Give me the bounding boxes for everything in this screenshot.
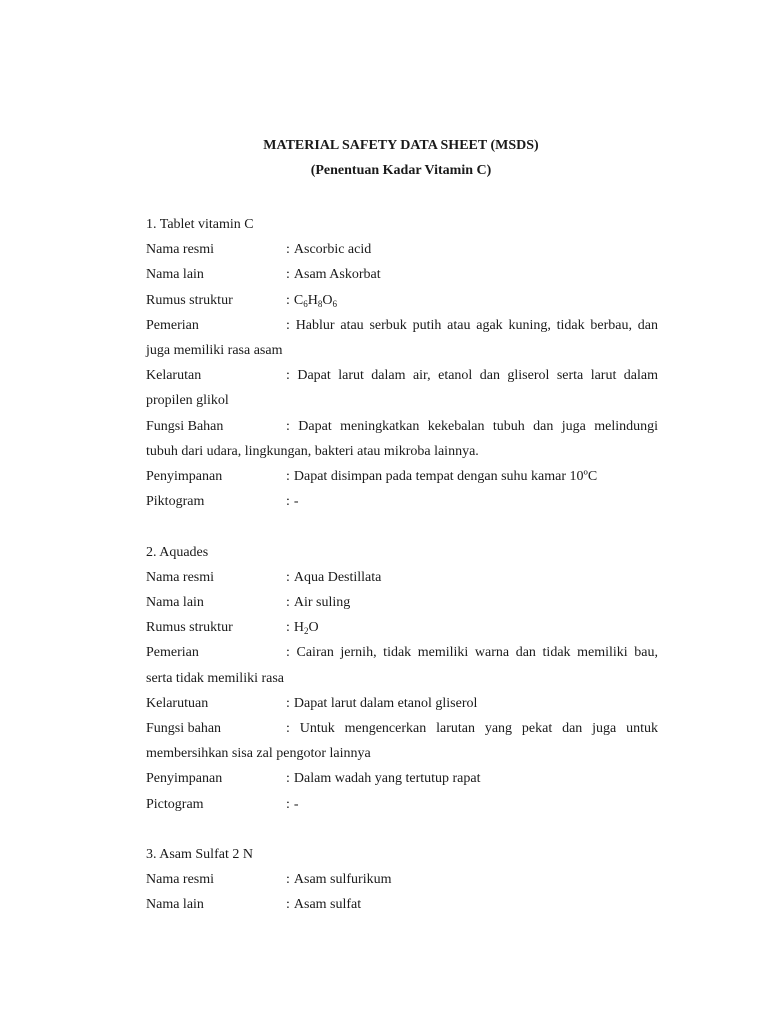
chemical-formula: $H_2O$ (293, 620, 319, 637)
field-value: Dalam wadah yang tertutup rapat (293, 771, 481, 787)
field-label: Kelarutan (146, 368, 202, 384)
section-heading: 2. Aquades (146, 544, 209, 560)
field-label: Rumus struktur (146, 620, 233, 636)
field-label: Pemerian (146, 645, 199, 661)
field-value: Asam sulfurikum (293, 872, 392, 888)
section-heading: 1. Tablet vitamin C (146, 217, 254, 232)
field-label: Nama lain (146, 595, 204, 611)
field-label: Nama resmi (146, 569, 215, 585)
field-row: Rumus struktur : $H_2O$ (146, 615, 658, 640)
field-row: Nama resmi : Asam sulfurikum (146, 867, 658, 892)
field-row: Pemerian : Hablur atau serbuk putih atau agak kuning, tidak berbau, dan juga memiliki rasa asam (146, 313, 658, 363)
document-subtitle: (Penentuan Kadar Vitamin C) (310, 163, 492, 178)
field-label: Kelarutuan (146, 695, 209, 711)
field-row: Kelarutan : Dapat larut dalam air, etanol dan gliserol serta larut dalam propilen glikol (146, 363, 658, 413)
field-label: Piktogram (146, 494, 205, 510)
chemical-formula: $C_6H_8O_6$ (293, 292, 337, 309)
field-label: Nama resmi (146, 872, 215, 888)
field-value: Asam sulfat (293, 897, 362, 913)
field-value: Ascorbic acid (293, 242, 372, 258)
document-body (146, 212, 658, 918)
field-row: Nama resmi : Aqua Destillata (146, 565, 658, 590)
field-row: Nama lain : Asam sulfat (146, 892, 658, 917)
field-value: Air suling (293, 595, 351, 611)
field-value: Asam Askorbat (293, 267, 381, 283)
field-label: Nama lain (146, 897, 204, 913)
field-value: - (293, 494, 299, 510)
field-row: Penyimpanan : Dapat disimpan pada tempat dengan suhu kamar 10ºC (146, 464, 658, 489)
field-label: Penyimpanan (146, 771, 223, 787)
field-row: Nama lain : Asam Askorbat (146, 262, 658, 287)
field-row: Piktogram : - (146, 489, 658, 514)
field-label: Nama resmi (146, 242, 215, 258)
field-value: - (293, 796, 299, 812)
field-label: Rumus struktur (146, 292, 233, 308)
field-row: Fungsi Bahan : Dapat meningkatkan kekebalan tubuh dan juga melindungi tubuh dari udara, lingkungan, bakteri atau mikroba lainnya. (146, 414, 658, 464)
field-value: Aqua Destillata (293, 569, 382, 585)
field-value: Cairan jernih, tidak memiliki warna dan tidak memiliki bau, serta tidak memiliki rasa (146, 645, 658, 686)
section-heading: 3. Asam Sulfat 2 N (146, 847, 253, 863)
field-row: Penyimpanan : Dalam wadah yang tertutup rapat (146, 766, 658, 791)
field-label: Fungsi Bahan (146, 418, 224, 434)
document-title: MATERIAL SAFETY DATA SHEET (MSDS) (263, 138, 539, 153)
field-value: Dapat disimpan pada tempat dengan suhu kamar 10ºC (293, 469, 598, 485)
field-value: Untuk mengencerkan larutan yang pekat dan juga untuk membersihkan sisa zal pengotor lainnya (146, 721, 658, 762)
field-row: Rumus struktur : $C_6H_8O_6$ (146, 288, 658, 313)
field-value: Hablur atau serbuk putih atau agak kuning, tidak berbau, dan juga memiliki rasa asam (146, 317, 659, 359)
field-label: Fungsi bahan (146, 721, 222, 737)
field-label: Pictogram (146, 796, 204, 812)
field-row: Pictogram : - (146, 792, 658, 817)
field-value: Dapat meningkatkan kekebalan tubuh dan juga melindungi tubuh dari udara, lingkungan, bakteri atau mikroba lainnya. (146, 418, 659, 459)
field-row: Pemerian : Cairan jernih, tidak memiliki warna dan tidak memiliki bau, serta tidak memiliki rasa (146, 640, 658, 690)
field-label: Penyimpanan (146, 469, 223, 485)
field-row: Kelarutuan : Dapat larut dalam etanol gliserol (146, 691, 658, 716)
field-label: Pemerian (146, 317, 199, 333)
field-row: Nama resmi : Ascorbic acid (146, 237, 658, 262)
field-value: Dapat larut dalam etanol gliserol (293, 695, 478, 711)
field-row: Fungsi bahan : Untuk mengencerkan larutan yang pekat dan juga untuk membersihkan sisa zal pengotor lainnya (146, 716, 658, 766)
field-row: Nama lain : Air suling (146, 590, 658, 615)
field-label: Nama lain (146, 267, 204, 283)
field-value: Dapat larut dalam air, etanol dan gliserol serta larut dalam propilen glikol (146, 368, 659, 409)
